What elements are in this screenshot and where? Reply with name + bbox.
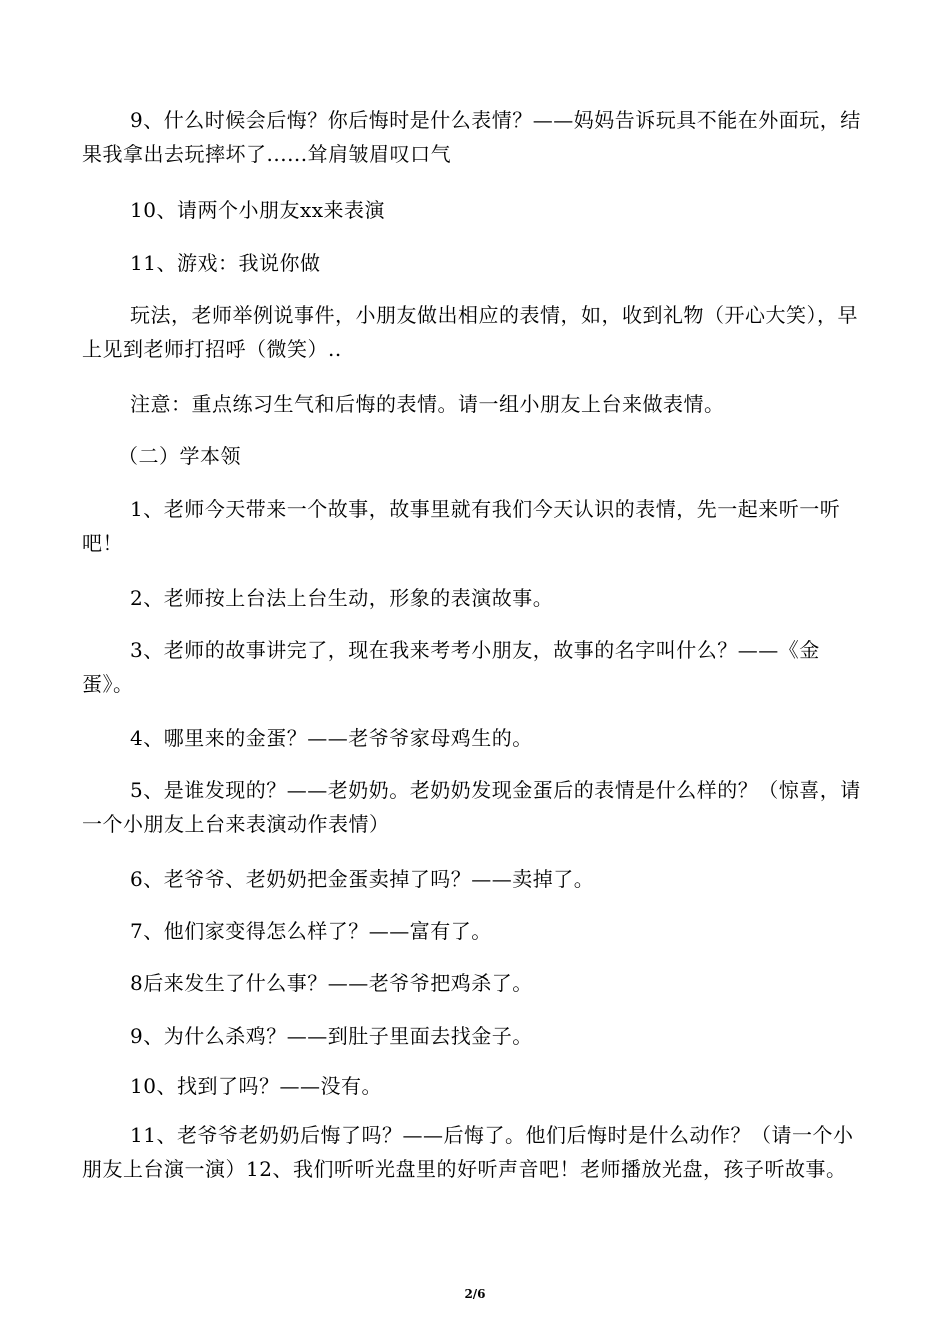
paragraph-story-perform: 2、老师按上台法上台生动，形象的表演故事。 — [130, 586, 554, 610]
paragraph-killed-chicken: 8后来发生了什么事？——老爷爷把鸡杀了。 — [130, 971, 533, 995]
paragraph-discovery: 5、是谁发现的？——老奶奶。老奶奶发现金蛋后的表情是什么样的？（惊喜，请一个小朋友上台来表演动作表情） — [82, 778, 861, 836]
paragraph-10-perform: 10、请两个小朋友xx来表演 — [130, 198, 386, 222]
paragraph-rich: 7、他们家变得怎么样了？——富有了。 — [130, 919, 492, 943]
paragraph-found: 10、找到了吗？——没有。 — [130, 1074, 382, 1098]
paragraph-regret-ending: 11、老爷爷老奶奶后悔了吗？——后悔了。他们后悔时是什么动作？（请一个小朋友上台演一演）12、我们听听光盘里的好听声音吧！老师播放光盘，孩子听故事。 — [82, 1123, 854, 1181]
paragraph-sold: 6、老爷爷、老奶奶把金蛋卖掉了吗？——卖掉了。 — [130, 867, 595, 891]
paragraph-note: 注意：重点练习生气和后悔的表情。请一组小朋友上台来做表情。 — [130, 392, 725, 416]
page-number: 2/6 — [464, 1287, 486, 1301]
paragraph-golden-egg-origin: 4、哪里来的金蛋？——老爷爷家母鸡生的。 — [130, 726, 533, 750]
paragraph-story-name: 3、老师的故事讲完了，现在我来考考小朋友，故事的名字叫什么？——《金蛋》。 — [82, 638, 820, 696]
paragraph-9-regret: 9、什么时候会后悔？你后悔时是什么表情？——妈妈告诉玩具不能在外面玩，结果我拿出去玩摔坏了......耸肩皱眉叹口气 — [82, 108, 861, 166]
section-heading: （二）学本领 — [118, 444, 241, 468]
paragraph-11-game: 11、游戏：我说你做 — [130, 251, 321, 275]
paragraph-why-kill: 9、为什么杀鸡？——到肚子里面去找金子。 — [130, 1024, 533, 1048]
paragraph-story-intro: 1、老师今天带来一个故事，故事里就有我们今天认识的表情，先一起来听一听吧！ — [82, 497, 841, 555]
paragraph-rules: 玩法，老师举例说事件，小朋友做出相应的表情，如，收到礼物（开心大笑），早上见到老师打招呼（微笑）.. — [82, 303, 858, 361]
